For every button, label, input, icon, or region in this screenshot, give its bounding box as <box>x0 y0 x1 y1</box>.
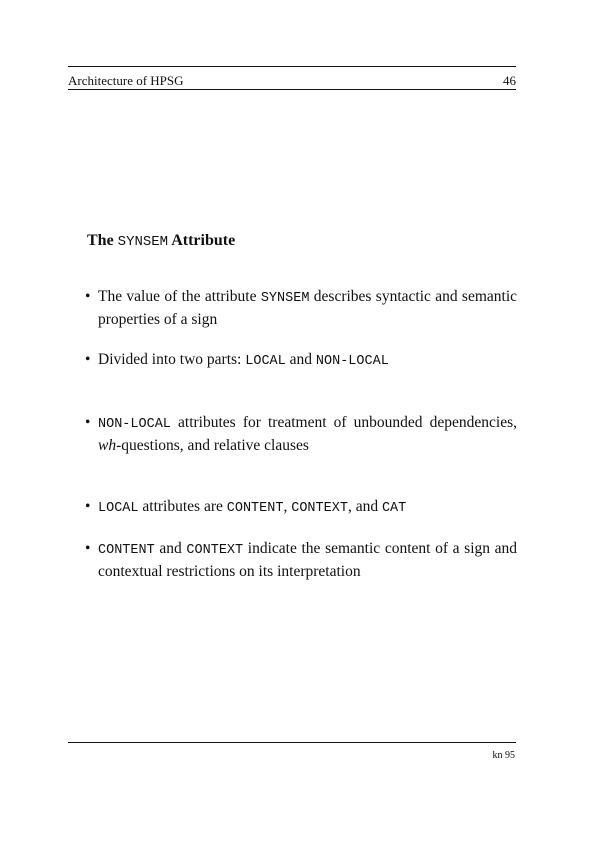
bullet-code: LOCAL <box>245 354 286 369</box>
bullet-item-synsem-value <box>85 286 517 349</box>
bullet-code: CONTEXT <box>186 543 244 558</box>
bullet-code: NON-LOCAL <box>315 354 389 369</box>
bullet-text: attributes are <box>142 498 223 515</box>
title-suffix: Attribute <box>171 232 236 249</box>
bullet-text: indicate the semantic content of a sign and contextual restrictions on its interpretation <box>98 540 518 580</box>
bullet-list <box>85 286 517 582</box>
bullet-code: NON-LOCAL <box>98 417 171 432</box>
bullet-code: SYNSEM <box>260 291 310 306</box>
page-number: 46 <box>503 73 516 88</box>
bullet-code: CONTENT <box>226 501 284 516</box>
title-prefix: The <box>87 232 114 249</box>
footer-rule <box>68 742 516 743</box>
bullet-item-content-context <box>85 538 517 582</box>
bullet-code: CONTENT <box>98 543 155 558</box>
bullet-text: The value of the attribute <box>98 288 257 305</box>
bullet-code: LOCAL <box>98 501 139 516</box>
bullet-text: and <box>159 540 182 557</box>
bullet-text: describes syntactic and semantic properties of a sign <box>98 288 518 328</box>
title-code: SYNSEM <box>117 234 169 250</box>
bullet-text: Divided into two parts: <box>98 351 242 368</box>
bullet-text: , and <box>347 498 379 515</box>
footer-author-tag: kn 95 <box>492 750 515 761</box>
bullet-item-two-parts <box>85 349 517 412</box>
bullet-italic: wh <box>98 437 117 454</box>
bullet-text: attributes for treatment of unbounded dependencies, <box>178 414 517 431</box>
slide-title <box>87 232 235 251</box>
header-top-rule <box>68 66 516 67</box>
bullet-code: CONTEXT <box>291 501 348 516</box>
bullet-text: and <box>289 351 313 368</box>
bullet-code: CAT <box>381 501 407 516</box>
bullet-item-non-local <box>85 412 517 496</box>
bullet-text: , <box>283 498 288 515</box>
bullet-item-local-attributes <box>85 496 517 538</box>
header-bottom-rule <box>68 89 516 90</box>
bullet-text: -questions, and relative clauses <box>116 437 309 454</box>
running-header-title: Architecture of HPSG <box>68 73 184 88</box>
